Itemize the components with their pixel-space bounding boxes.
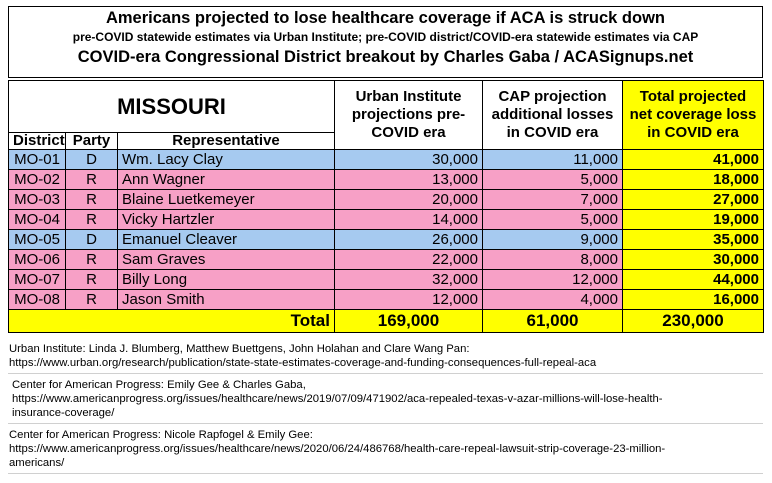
total-cell: 30,000: [623, 250, 764, 270]
header-district: District: [9, 133, 66, 150]
coverage-table: [8, 80, 764, 333]
party-cell: R: [66, 270, 118, 290]
representative-cell: Emanuel Cleaver: [118, 230, 335, 250]
header-cap: CAP projection additional losses in COVID era: [483, 81, 623, 150]
table-row: [9, 210, 764, 230]
total-cell: 19,000: [623, 210, 764, 230]
header-total: Total projected net coverage loss in COVID era: [623, 81, 764, 150]
party-cell: D: [66, 230, 118, 250]
table-row: [9, 290, 764, 310]
party-cell: D: [66, 150, 118, 170]
district-cell: MO-08: [9, 290, 66, 310]
representative-cell: Vicky Hartzler: [118, 210, 335, 230]
district-cell: MO-03: [9, 190, 66, 210]
district-cell: MO-06: [9, 250, 66, 270]
note-text: Center for American Progress: Emily Gee & Charles Gaba,: [12, 379, 306, 391]
representative-cell: Billy Long: [118, 270, 335, 290]
subtitle-breakout: COVID-era Congressional District breakout by Charles Gaba / ACASignups.net: [77, 48, 694, 66]
party-cell: R: [66, 290, 118, 310]
representative-cell: Ann Wagner: [118, 170, 335, 190]
table-row: [9, 190, 764, 210]
total-cell: 41,000: [623, 150, 764, 170]
total-cell: 27,000: [623, 190, 764, 210]
representative-cell: Blaine Luetkemeyer: [118, 190, 335, 210]
header-urban: Urban Institute projections pre-COVID era: [335, 81, 483, 150]
note-url: https://www.americanprogress.org/issues/healthcare/news/2019/07/09/471902/aca-repealed-texas-v-azar-millions-will-lose-health-: [12, 393, 663, 405]
urban-cell: 14,000: [335, 210, 483, 230]
totals-label: Total: [9, 310, 335, 333]
table-row: [9, 150, 764, 170]
total-cell: 18,000: [623, 170, 764, 190]
note-url: https://www.americanprogress.org/issues/healthcare/news/2020/06/24/486768/health-care-repeal-lawsuit-strip-coverage-23-million-: [9, 443, 666, 455]
state-name: MISSOURI: [9, 81, 335, 133]
header-party: Party: [66, 133, 118, 150]
cap-cell: 7,000: [483, 190, 623, 210]
note-text: Center for American Progress: Nicole Rapfogel & Emily Gee:: [9, 429, 313, 441]
party-cell: R: [66, 250, 118, 270]
cap-cell: 9,000: [483, 230, 623, 250]
subtitle-sources: pre-COVID statewide estimates via Urban Institute; pre-COVID district/COVID-era statewide estimates via CAP: [72, 30, 699, 44]
urban-cell: 12,000: [335, 290, 483, 310]
cap-cell: 12,000: [483, 270, 623, 290]
source-notes: [8, 338, 763, 474]
urban-cell: 20,000: [335, 190, 483, 210]
district-cell: MO-04: [9, 210, 66, 230]
district-cell: MO-02: [9, 170, 66, 190]
representative-cell: Sam Graves: [118, 250, 335, 270]
table-body: [9, 150, 764, 310]
urban-cell: 22,000: [335, 250, 483, 270]
note-cap-2019: [8, 374, 763, 424]
title-box: [8, 6, 763, 78]
total-cell: 16,000: [623, 290, 764, 310]
urban-cell: 32,000: [335, 270, 483, 290]
table-row: [9, 250, 764, 270]
note-url-cont: americans/: [9, 457, 65, 469]
table-row: [9, 170, 764, 190]
party-cell: R: [66, 170, 118, 190]
cap-cell: 11,000: [483, 150, 623, 170]
note-url: https://www.urban.org/research/publication/state-state-estimates-coverage-and-funding-consequences-full-repeal-aca: [9, 357, 597, 369]
note-url-cont: insurance-coverage/: [12, 407, 115, 419]
district-cell: MO-07: [9, 270, 66, 290]
party-cell: R: [66, 210, 118, 230]
representative-cell: Jason Smith: [118, 290, 335, 310]
header-row: [9, 81, 764, 133]
cap-cell: 5,000: [483, 170, 623, 190]
note-cap-2020: [8, 424, 763, 474]
header-representative: Representative: [118, 133, 335, 150]
cap-cell: 4,000: [483, 290, 623, 310]
urban-cell: 13,000: [335, 170, 483, 190]
main-title: Americans projected to lose healthcare coverage if ACA is struck down: [105, 9, 666, 27]
totals-urban: 169,000: [335, 310, 483, 333]
district-cell: MO-05: [9, 230, 66, 250]
table-row: [9, 270, 764, 290]
district-cell: MO-01: [9, 150, 66, 170]
total-cell: 44,000: [623, 270, 764, 290]
totals-row: [9, 310, 764, 333]
table-row: [9, 230, 764, 250]
urban-cell: 30,000: [335, 150, 483, 170]
total-cell: 35,000: [623, 230, 764, 250]
totals-cap: 61,000: [483, 310, 623, 333]
note-urban: [8, 338, 763, 374]
note-text: Urban Institute: Linda J. Blumberg, Matthew Buettgens, John Holahan and Clare Wang Pan:: [9, 343, 470, 355]
representative-cell: Wm. Lacy Clay: [118, 150, 335, 170]
cap-cell: 8,000: [483, 250, 623, 270]
urban-cell: 26,000: [335, 230, 483, 250]
cap-cell: 5,000: [483, 210, 623, 230]
party-cell: R: [66, 190, 118, 210]
totals-total: 230,000: [623, 310, 764, 333]
